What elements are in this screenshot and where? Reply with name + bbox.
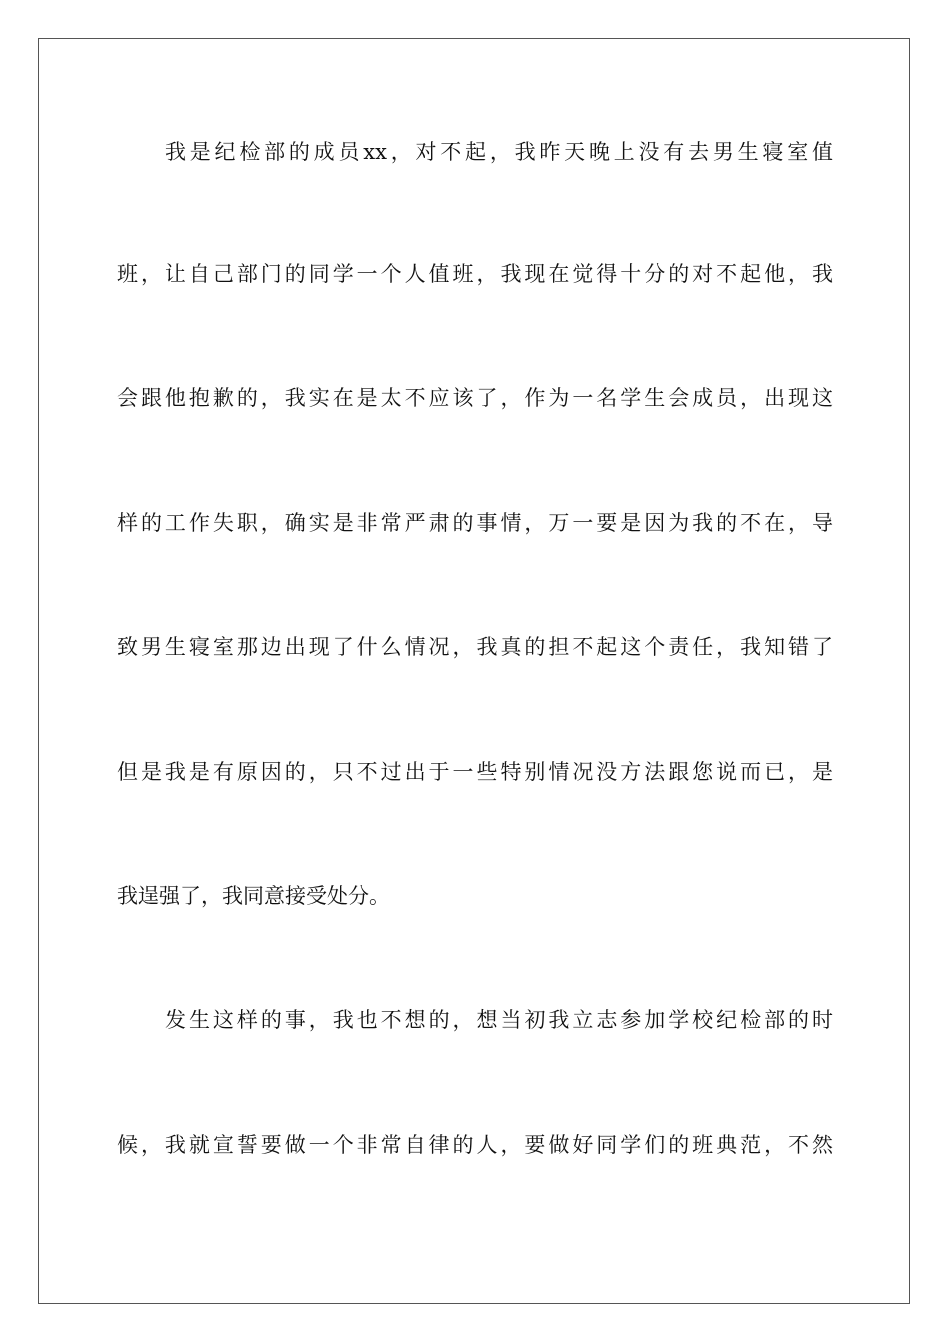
paragraph-1-line-2: 班，让自己部门的同学一个人值班，我现在觉得十分的对不起他，我 <box>117 262 833 286</box>
paragraph-2-line-1: 发生这样的事，我也不想的，想当初我立志参加学校纪检部的时 <box>165 1008 833 1032</box>
paragraph-1-line-6: 但是我是有原因的，只不过出于一些特别情况没方法跟您说而已，是 <box>117 760 833 784</box>
paragraph-1-line-4: 样的工作失职，确实是非常严肃的事情，万一要是因为我的不在，导 <box>117 511 833 535</box>
paragraph-2-line-2: 候，我就宣誓要做一个非常自律的人，要做好同学们的班典范，不然 <box>117 1133 833 1157</box>
paragraph-1-line-5: 致男生寝室那边出现了什么情况，我真的担不起这个责任，我知错了 <box>117 635 833 659</box>
page-frame <box>38 38 910 1304</box>
paragraph-1-line-7: 我逞强了，我同意接受处分。 <box>117 884 390 908</box>
paragraph-1-line-1: 我是纪检部的成员xx，对不起，我昨天晚上没有去男生寝室值 <box>165 140 833 164</box>
paragraph-1-line-3: 会跟他抱歉的，我实在是太不应该了，作为一名学生会成员，出现这 <box>117 386 833 410</box>
